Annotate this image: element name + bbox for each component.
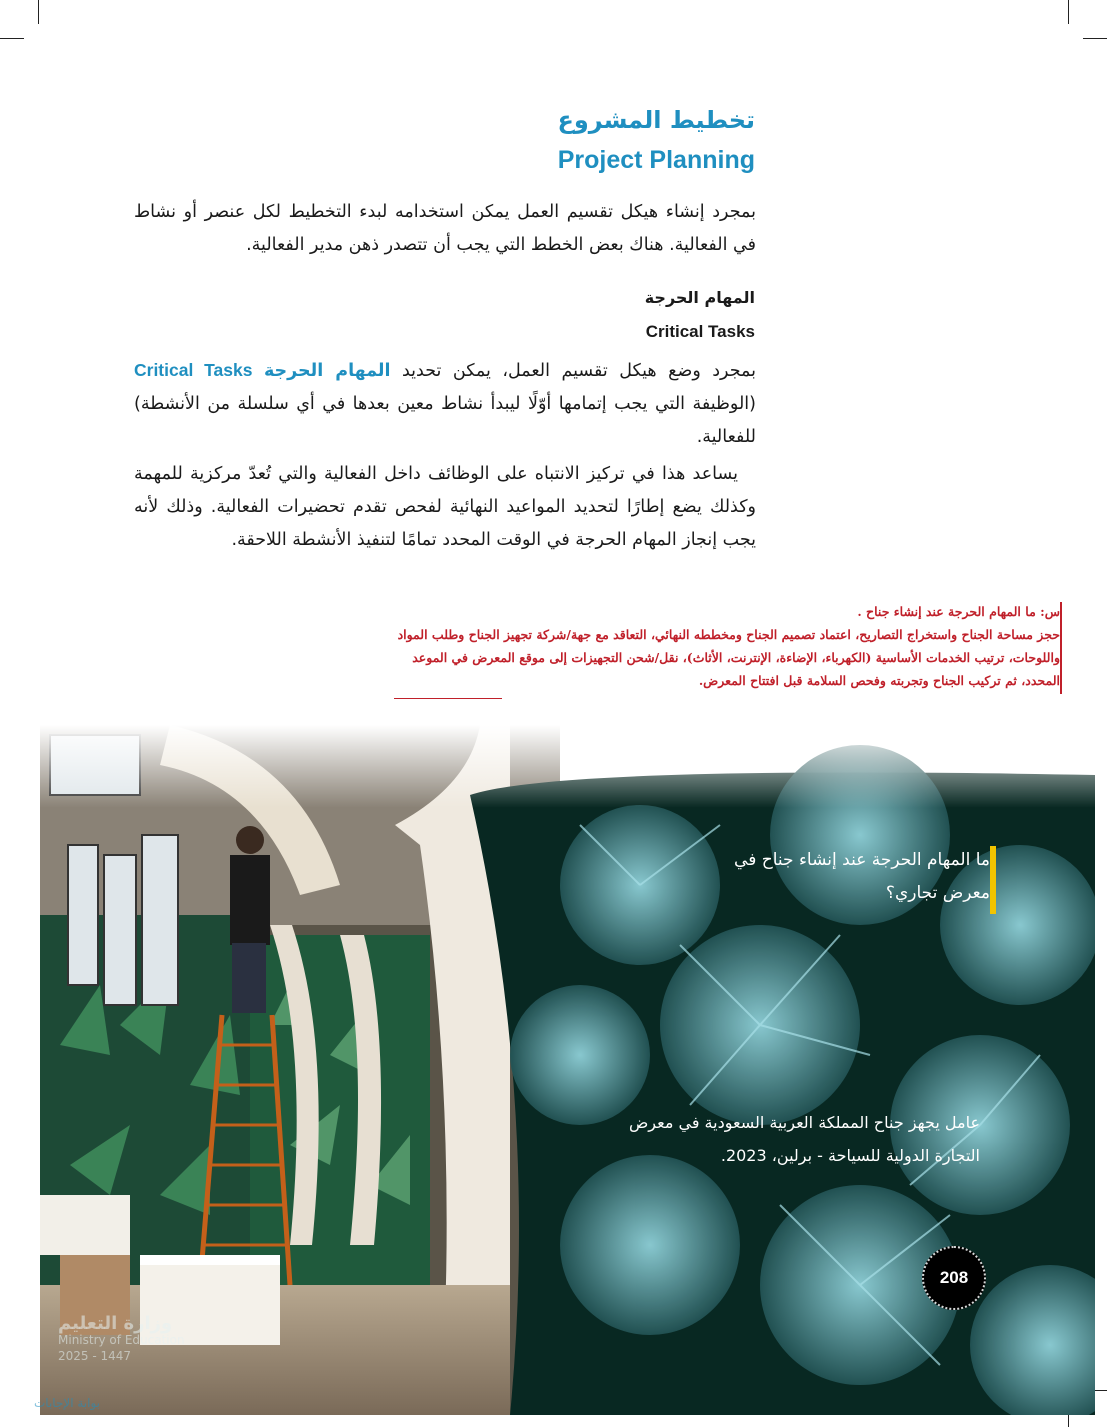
exhibition-photo (40, 725, 1095, 1415)
portal-watermark: بوابة الإجابات (34, 1396, 101, 1410)
exhibition-photo-illustration (40, 725, 1095, 1415)
term-english: Critical Tasks (134, 360, 253, 380)
page-number: 208 (922, 1246, 986, 1310)
crop-mark (1068, 0, 1069, 24)
crop-mark (0, 38, 24, 39)
focus-paragraph: يساعد هذا في تركيز الانتباه على الوظائف داخل الفعالية والتي تُعدّ مركزية للمهمة وكذلك يضع إطارًا لتحديد المواعيد النهائية لفحص تقدم تحضيرات الفعالية. وذلك لأنه يجب إنجاز المهام الحرجة في الوقت المحدد تمامًا لتنفيذ الأنشطة اللاحقة. (134, 464, 756, 550)
paragraph-text: بمجرد وضع هيكل تقسيم العمل، يمكن تحديد (390, 361, 756, 381)
section-title-english: Project Planning (557, 146, 755, 174)
handwritten-answer-text: حجز مساحة الجناح واستخراج التصاريح، اعتماد تصميم الجناح ومخططه النهائي، التعاقد مع جهة/شركة تجهيز الجناح وطلب المواد واللوحات، ترتيب الخدمات الأساسية (الكهرباء، الإضاءة، الإنترنت، الأثاث)، نقل/شحن التجهيزات إلى موقع المعرض في الموعد المحدد، ثم تركيب الجناح وتجربته وفحص السلامة قبل افتتاح المعرض. (397, 627, 1060, 688)
subheading-arabic: المهام الحرجة (644, 288, 755, 307)
crop-mark (1083, 38, 1107, 39)
handwritten-question: س: ما المهام الحرجة عند إنشاء جناح . (857, 604, 1060, 619)
handwritten-answer (394, 600, 1060, 692)
ministry-watermark (58, 1313, 185, 1364)
intro-paragraph: بمجرد إنشاء هيكل تقسيم العمل يمكن استخدامه لبدء التخطيط لكل عنصر أو نشاط في الفعالية. هناك بعض الخطط التي يجب أن تتصدر ذهن مدير الفعالية. (134, 202, 756, 255)
ministry-year: 2025 - 1447 (58, 1349, 132, 1363)
photo-question: ما المهام الحرجة عند إنشاء جناح في معرض تجاري؟ (734, 850, 990, 903)
answer-underline (394, 698, 502, 699)
crop-mark (38, 0, 39, 24)
answer-margin-line (1060, 602, 1062, 694)
critical-tasks-paragraph (134, 354, 756, 454)
term-arabic: المهام الحرجة (263, 361, 391, 381)
ministry-name-english: Ministry of Education (58, 1333, 185, 1347)
subheading-english: Critical Tasks (645, 322, 755, 341)
photo-caption: عامل يجهز جناح المملكة العربية السعودية في معرض التجارة الدولية للسياحة - برلين، 2023. (628, 1113, 980, 1165)
paragraph-text: (الوظيفة التي يجب إتمامها أوّلًا ليبدأ نشاط معين بعدها في أي سلسلة من الأنشطة) للفعالية. (134, 394, 756, 447)
section-title-arabic: تخطيط المشروع (557, 106, 755, 134)
ministry-name-arabic: وزارة التعليم (58, 1313, 173, 1334)
